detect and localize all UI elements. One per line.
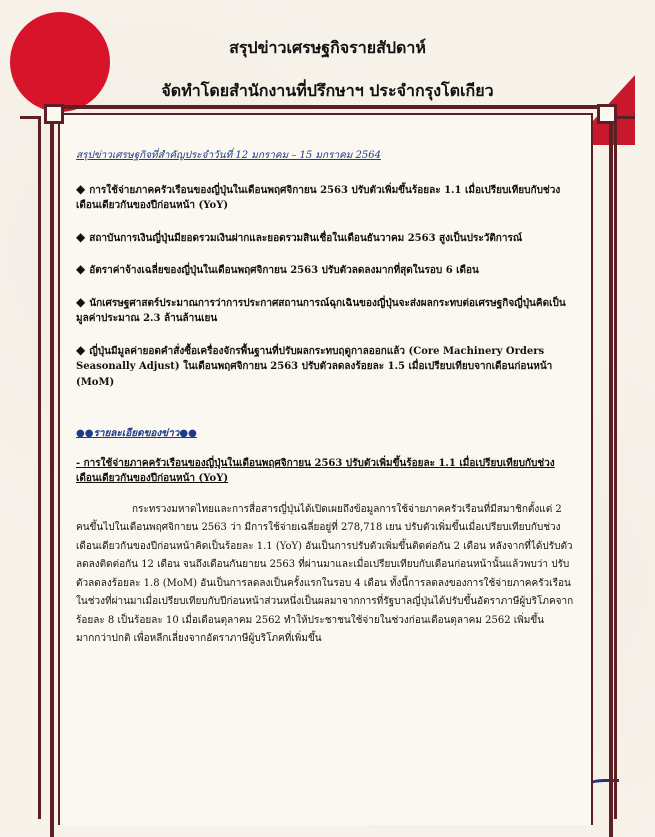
frame-right-border bbox=[614, 116, 635, 819]
document-title: สรุปข่าวเศรษฐกิจรายสัปดาห์ bbox=[229, 38, 426, 57]
document-body bbox=[76, 148, 576, 649]
details-subheading: - การใช้จ่ายภาคครัวเรือนของญี่ปุ่นในเดือนพฤศจิกายน 2563 ปรับตัวเพิ่มขึ้นร้อยละ 1.1 เมื่อเปรียบเทียบกับช่วงเดือนเดียวกันของปีก่อนหน้า (YoY) bbox=[76, 457, 555, 485]
summary-item: ◆ สถาบันการเงินญี่ปุ่นมียอดรวมเงินฝากและยอดรวมสินเชื่อในเดือนธันวาคม 2563 สูงเป็นประวัติการณ์ bbox=[76, 229, 523, 244]
summary-item: ◆ อัตราค่าจ้างเฉลี่ยของญี่ปุ่นในเดือนพฤศจิกายน 2563 ปรับตัวลดลงมากที่สุดในรอบ 6 เดือน bbox=[76, 262, 479, 277]
summary-item: ◆ ญี่ปุ่นมีมูลค่ายอดคำสั่งซื้อเครื่องจักรพื้นฐานที่ปรับผลกระทบฤดูกาลออกแล้ว (Core Machinery Orders Seasonally Adjust) ในเดือนพฤศจิกายน 2563 ปรับตัวลดลงร้อยละ 1.5 เมื่อเปรียบเทียบจากเดือนก่อนหน้า (MoM) bbox=[76, 342, 553, 388]
summary-item: ◆ นักเศรษฐศาสตร์ประมาณการว่าการประกาศสถานการณ์ฉุกเฉินของญี่ปุ่นจะส่งผลกระทบต่อเศรษฐกิจญี่ปุ่นคิดเป็นมูลค่าประมาณ 2.3 ล้านล้านเยน bbox=[76, 294, 566, 325]
document-subtitle: จัดทำโดยสำนักงานที่ปรึกษาฯ ประจำกรุงโตเกียว bbox=[161, 81, 494, 100]
diamond-bullet-icon: ◆ bbox=[76, 181, 86, 196]
summary-item: ◆ การใช้จ่ายภาคครัวเรือนของญี่ปุ่นในเดือนพฤศจิกายน 2563 ปรับตัวเพิ่มขึ้นร้อยละ 1.1 เมื่อเปรียบเทียบกับช่วงเดือนเดียวกันของปีก่อนหน้า (YoY) bbox=[76, 181, 561, 212]
details-heading: ●●รายละเอียดของข่าว●● bbox=[76, 428, 197, 440]
diamond-bullet-icon: ◆ bbox=[76, 294, 86, 309]
diamond-bullet-icon: ◆ bbox=[76, 229, 86, 244]
details-paragraph: กระทรวงมหาดไทยและการสื่อสารญี่ปุ่นได้เปิดเผยถึงข้อมูลการใช้จ่ายภาคครัวเรือนที่มีสมาชิกตั้งแต่ 2 คนขึ้นไปในเดือนพฤศจิกายน 2563 ว่า มีการใช้จ่ายเฉลี่ยอยู่ที่ 278,718 เยน ปรับตัวเพิ่มขึ้นเมื่อเปรียบเทียบกับช่วงเดือนเดียวกันของปีก่อนหน้าคิดเป็นร้อยละ 1.1 (YoY) อันเป็นการปรับตัวเพิ่มขึ้นติดต่อกัน 2 เดือน หลังจากที่ได้ปรับตัวลดลงติดต่อกัน 12 เดือน จนถึงเดือนกันยายน 2563 ที่ผ่านมาและเมื่อเปรียบเทียบกับเดือนก่อนหน้านั้นแล้วพบว่า ปรับตัวลดลงร้อยละ 1.8 (MoM) อันเป็นการลดลงเป็นครั้งแรกในรอบ 4 เดือน ทั้งนี้การลดลงของการใช้จ่ายภาคครัวเรือนในช่วงที่ผ่านมาเมื่อเปรียบเทียบกับปีก่อนหน้าส่วนหนึ่งเป็นผลมาจากการที่รัฐบาลญี่ปุ่นได้ปรับขึ้นอัตราภาษีผู้บริโภคจากร้อยละ 8 เป็นร้อยละ 10 เมื่อเดือนตุลาคม 2562 ทำให้ประชาชนใช้จ่ายในช่วงก่อนเดือนตุลาคม 2562 เพิ่มขึ้นมากกว่าปกติ เพื่อหลีกเลี่ยงจากอัตราภาษีผู้บริโภคที่เพิ่มขึ้น bbox=[76, 503, 574, 645]
frame-corner-right bbox=[597, 104, 617, 124]
frame-left-border bbox=[20, 116, 41, 819]
frame-corner-left bbox=[44, 104, 64, 124]
diamond-bullet-icon: ◆ bbox=[76, 342, 86, 357]
document-header bbox=[0, 36, 655, 104]
diamond-bullet-icon: ◆ bbox=[76, 262, 86, 277]
summary-heading: สรุปข่าวเศรษฐกิจที่สำคัญประจำวันที่ 12 มกราคม – 15 มกราคม 2564 bbox=[76, 150, 381, 161]
